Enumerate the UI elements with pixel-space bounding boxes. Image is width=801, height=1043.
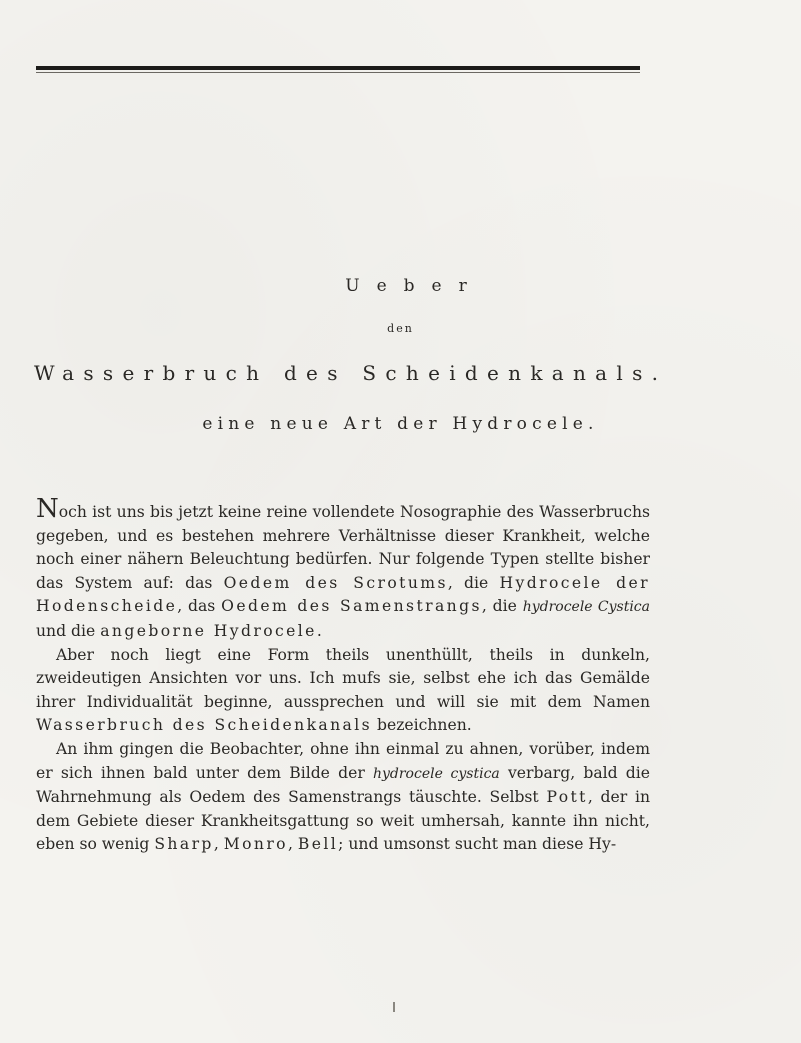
paragraph-3-text-e: , — [287, 835, 298, 854]
page-mark — [393, 1002, 395, 1012]
paragraph-3-text-d: , — [213, 835, 224, 854]
dropcap: N — [36, 494, 59, 524]
top-rule — [36, 66, 640, 70]
name-monro: Monro — [223, 835, 288, 854]
top-rule-thin — [36, 72, 640, 73]
paragraph-2-text-b: bezeichnen. — [372, 716, 472, 735]
paragraph-3-text-f: ; und umsonst sucht man diese Hy- — [338, 835, 617, 854]
body-text — [36, 494, 651, 857]
paragraph-1-text-a: och ist uns bis jetzt keine reine vollendete Nosographie des Wasserbruchs gegeben, und es bestehen mehrere Verhältnisse dieser Krankheit, welche noch einer nähern Beleuchtung bedürfen. Nur folgende Typen stellte bisher das System auf: das — [36, 503, 650, 592]
name-sharp: Sharp — [154, 835, 214, 854]
heading-den: den — [387, 322, 414, 335]
paragraph-3-text-c: , der in dem Gebiete dieser Krankheitsgattung so weit umhersah, kannte ihn nicht, eben so wenig — [36, 788, 650, 854]
paragraph-1-text-c: , das — [177, 597, 222, 616]
paragraph-3-text-b: verbarg, bald die Wahrnehmung als Oedem des Samenstrangs täuschte. Selbst — [36, 763, 651, 807]
term-wasserbruch-scheidenkanal: Wasserbruch des Scheidenkanals — [36, 716, 373, 735]
term-hydrocele-cystica: hydrocele Cystica — [522, 599, 650, 616]
term-hydrocele-cystica-2: hydrocele cystica — [372, 765, 500, 782]
page-title: Wasserbruch des Scheidenkanals. — [34, 361, 668, 385]
paragraph-1-text-e: und die — [36, 621, 101, 640]
paragraph-1-text-f: . — [316, 621, 322, 640]
paragraph-3 — [36, 738, 650, 857]
paragraph-1-text-d: , die — [481, 597, 523, 616]
term-angeborne-hydrocele: angeborne Hydrocele — [100, 621, 317, 640]
heading-ueber: Ueber — [345, 276, 484, 296]
paragraph-2-text-a: Aber noch liegt eine Form theils unenthüllt, theils in dunkeln, zweideutigen Ansichten vor uns. Ich mufs sie, selbst ehe ich das Gemälde ihrer Individualität beginne, aussprechen und will sie mit dem Namen — [36, 645, 650, 711]
term-hydrocele-hodenscheide: Hydrocele der Hodenscheide — [36, 573, 651, 616]
term-oedem-samenstrang: Oedem des Samenstrangs — [221, 597, 482, 616]
paragraph-2 — [36, 644, 650, 738]
term-oedem-scrotum: Oedem des Scrotums — [223, 573, 448, 592]
name-pott: Pott — [546, 788, 588, 807]
paragraph-3-text-a: An ihm gingen die Beobachter, ohne ihn einmal zu ahnen, vorüber, indem er sich ihnen bald unter dem Bilde der — [36, 739, 650, 782]
paragraph-1-text-b: , die — [447, 573, 500, 592]
paragraph-1 — [36, 494, 651, 644]
page-subtitle: eine neue Art der Hydrocele. — [202, 414, 599, 434]
name-bell: Bell — [297, 835, 339, 854]
